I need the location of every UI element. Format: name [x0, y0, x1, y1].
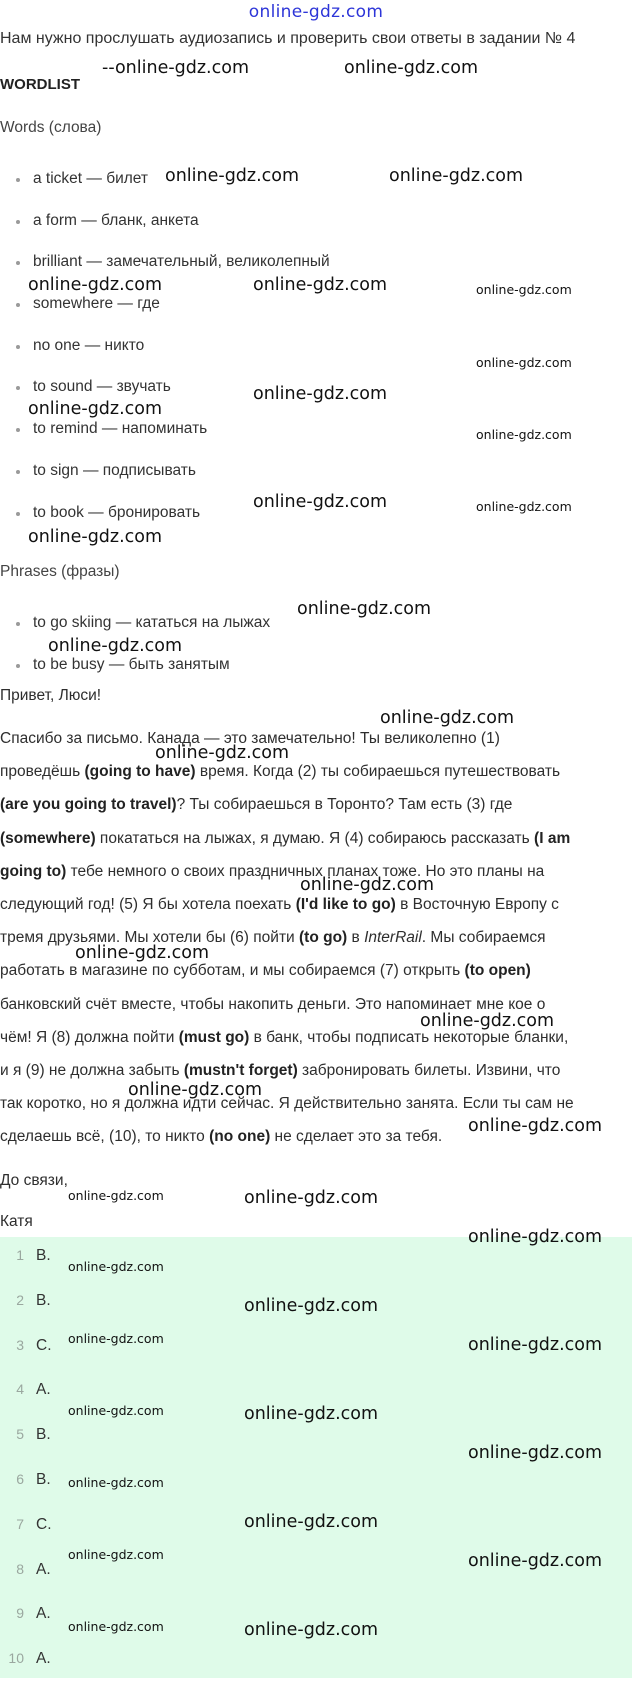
watermark-text: online-gdz.com	[68, 1475, 164, 1490]
letter-line	[0, 896, 632, 914]
answers-panel	[0, 1237, 632, 1678]
answer-row	[0, 1605, 632, 1650]
watermark-text: online-gdz.com	[68, 1259, 164, 1274]
letter-text: Спасибо за письмо. Канада — это замечательно! Ты великолепно (1)	[0, 730, 500, 747]
answer-value: C.	[36, 1515, 52, 1533]
list-item: to remind — напоминать	[0, 420, 330, 462]
letter-line	[0, 796, 632, 814]
watermark-text: online-gdz.com	[300, 875, 435, 895]
answer-row	[0, 1337, 632, 1382]
watermark-text: online-gdz.com	[476, 499, 572, 514]
answer-value: B.	[36, 1426, 51, 1444]
watermark-text: online-gdz.com	[244, 1512, 379, 1532]
list-item: somewhere — где	[0, 295, 330, 337]
phrases-list	[0, 614, 270, 697]
answer-value: A.	[36, 1605, 51, 1623]
watermark-text: online-gdz.com	[68, 1403, 164, 1418]
letter-line	[0, 962, 632, 980]
letter-text: не сделает это за тебя.	[270, 1128, 443, 1146]
answer-number: 7	[16, 1515, 24, 1532]
answer-row	[0, 1471, 632, 1516]
answer-highlight: (going to have)	[84, 763, 196, 781]
letter-text: ? Ты собираешься в Торонто? Там есть (3) где	[176, 796, 513, 814]
answer-highlight: (mustn't forget)	[183, 1062, 298, 1079]
letter-text: в Восточную Европу с	[395, 896, 559, 913]
watermark-text: online-gdz.com	[380, 708, 515, 728]
letter-text: в	[347, 929, 365, 947]
answer-row	[0, 1292, 632, 1337]
watermark-text: online-gdz.com	[28, 399, 163, 419]
letter-text: тебе немного о своих праздничных планах тоже. Но это планы на	[66, 862, 545, 880]
letter-line	[0, 996, 632, 1014]
watermark-text: online-gdz.com	[253, 384, 388, 404]
answer-number: 10	[8, 1650, 24, 1667]
watermark-text: online-gdz.com	[253, 275, 388, 295]
answer-highlight: (must go)	[178, 1028, 250, 1046]
watermark-text: online-gdz.com	[68, 1619, 164, 1634]
letter-text: сделаешь всё, (10), то никто	[0, 1128, 210, 1146]
phrases-heading: Phrases (фразы)	[0, 563, 120, 580]
letter-greeting: Привет, Люси!	[0, 687, 102, 704]
list-item: a ticket — билет	[0, 170, 330, 212]
answer-value: C.	[36, 1336, 52, 1354]
watermark-text: online-gdz.com	[28, 275, 163, 295]
answer-number: 8	[16, 1560, 24, 1577]
answer-value: A.	[36, 1381, 51, 1399]
watermark-text: online-gdz.com	[68, 1547, 164, 1562]
answer-highlight: (I am	[534, 829, 571, 847]
list-item: to sign — подписывать	[0, 462, 330, 504]
site-header-logo[interactable]: online-gdz.com	[248, 2, 384, 22]
watermark-text: online-gdz.com	[468, 1335, 603, 1355]
watermark-text: online-gdz.com	[155, 743, 290, 763]
watermark-text: online-gdz.com	[244, 1404, 379, 1424]
answer-value: B.	[36, 1247, 51, 1264]
list-item: no one — никто	[0, 337, 330, 379]
list-item: to sound — звучать	[0, 378, 330, 420]
list-item: a form — бланк, анкета	[0, 212, 330, 254]
watermark-text: --online-gdz.com	[102, 58, 249, 78]
letter-text: время. Когда (2) ты собираешься путешествовать	[195, 763, 561, 781]
watermark-text: online-gdz.com	[28, 527, 163, 547]
answer-number: 1	[16, 1247, 24, 1263]
letter-text: проведёшь	[0, 763, 85, 781]
answer-row	[0, 1650, 632, 1695]
watermark-text: online-gdz.com	[468, 1443, 603, 1463]
answer-value: B.	[36, 1471, 51, 1488]
watermark-text: online-gdz.com	[244, 1188, 379, 1208]
watermark-text: online-gdz.com	[297, 599, 432, 619]
answer-row	[0, 1516, 632, 1561]
watermark-text: online-gdz.com	[165, 166, 300, 186]
watermark-text: online-gdz.com	[476, 355, 572, 370]
wordlist-heading: WORDLIST	[0, 76, 80, 93]
watermark-text: online-gdz.com	[468, 1551, 603, 1571]
letter-text: InterRail	[364, 929, 422, 947]
letter-text: и я (9) не должна забыть	[0, 1062, 184, 1079]
letter-signature: Катя	[0, 1213, 33, 1230]
watermark-text: online-gdz.com	[75, 943, 210, 963]
answer-value: B.	[36, 1291, 51, 1309]
answer-number: 6	[16, 1471, 24, 1487]
letter-body	[0, 730, 632, 1150]
letter-text: забронировать билеты. Извини, что	[297, 1062, 561, 1079]
letter-line	[0, 1029, 632, 1047]
answer-number: 2	[16, 1291, 24, 1308]
letter-text: в банк, чтобы подписать некоторые бланки,	[249, 1028, 569, 1046]
answer-highlight: (to open)	[464, 962, 531, 980]
watermark-text: online-gdz.com	[468, 1116, 603, 1136]
letter-line	[0, 730, 632, 748]
answer-value: A.	[36, 1650, 51, 1668]
list-item: to be busy — быть занятым	[0, 656, 270, 698]
letter-text: работать в магазине по субботам, и мы собираемся (7) открыть	[0, 962, 465, 980]
answer-number: 3	[16, 1336, 24, 1353]
letter-line	[0, 830, 632, 848]
letter-line	[0, 863, 632, 881]
letter-text: так коротко, но я должна идти сейчас. Я действительно занята. Если ты сам не	[0, 1095, 574, 1113]
watermark-text: online-gdz.com	[48, 636, 183, 656]
answer-row	[0, 1426, 632, 1471]
answer-highlight: (no one)	[209, 1128, 271, 1146]
answer-number: 9	[16, 1605, 24, 1622]
letter-text: чём! Я (8) должна пойти	[0, 1028, 179, 1046]
watermark-text: online-gdz.com	[476, 282, 572, 297]
letter-line	[0, 1095, 632, 1113]
watermark-text: online-gdz.com	[344, 58, 479, 78]
letter-closing: До связи,	[0, 1172, 68, 1189]
watermark-text: online-gdz.com	[128, 1080, 263, 1100]
letter-text: следующий год! (5) Я бы хотела поехать	[0, 896, 296, 913]
letter-line	[0, 929, 632, 947]
watermark-text: online-gdz.com	[244, 1296, 379, 1316]
answer-highlight: (somewhere)	[0, 829, 96, 847]
letter-text: покататься на лыжах, я думаю. Я (4) собираюсь рассказать	[95, 829, 535, 847]
list-item: to book — бронировать	[0, 504, 330, 546]
answer-highlight: (to go)	[299, 929, 348, 947]
answer-row	[0, 1247, 632, 1292]
letter-line	[0, 1128, 632, 1146]
list-item: to go skiing — кататься на лыжах	[0, 614, 270, 656]
letter-line	[0, 763, 632, 781]
words-heading: Words (слова)	[0, 119, 102, 136]
letter-text: . Мы собираемся	[421, 929, 546, 947]
watermark-text: online-gdz.com	[253, 492, 388, 512]
answer-highlight: going to)	[0, 862, 67, 880]
watermark-text: online-gdz.com	[68, 1331, 164, 1346]
list-item: brilliant — замечательный, великолепный	[0, 253, 330, 295]
watermark-text: online-gdz.com	[68, 1188, 164, 1203]
answer-highlight: (are you going to travel)	[0, 796, 177, 814]
watermark-text: online-gdz.com	[244, 1620, 379, 1640]
intro-text: Нам нужно прослушать аудиозапись и проверить свои ответы в задании № 4	[0, 30, 576, 47]
answer-value: A.	[36, 1560, 51, 1578]
letter-text: банковский счёт вместе, чтобы накопить деньги. Это напоминает мне кое о	[0, 995, 546, 1013]
watermark-text: online-gdz.com	[468, 1227, 603, 1247]
watermark-text: online-gdz.com	[389, 166, 524, 186]
letter-text: тремя друзьями. Мы хотели бы (6) пойти	[0, 929, 300, 947]
answer-row	[0, 1381, 632, 1426]
answer-highlight: (I'd like to go)	[295, 896, 396, 913]
answer-row	[0, 1561, 632, 1606]
letter-line	[0, 1062, 632, 1080]
answer-number: 5	[16, 1426, 24, 1443]
watermark-text: online-gdz.com	[420, 1011, 555, 1031]
watermark-text: online-gdz.com	[476, 427, 572, 442]
answer-number: 4	[16, 1381, 24, 1398]
words-list	[0, 170, 330, 545]
